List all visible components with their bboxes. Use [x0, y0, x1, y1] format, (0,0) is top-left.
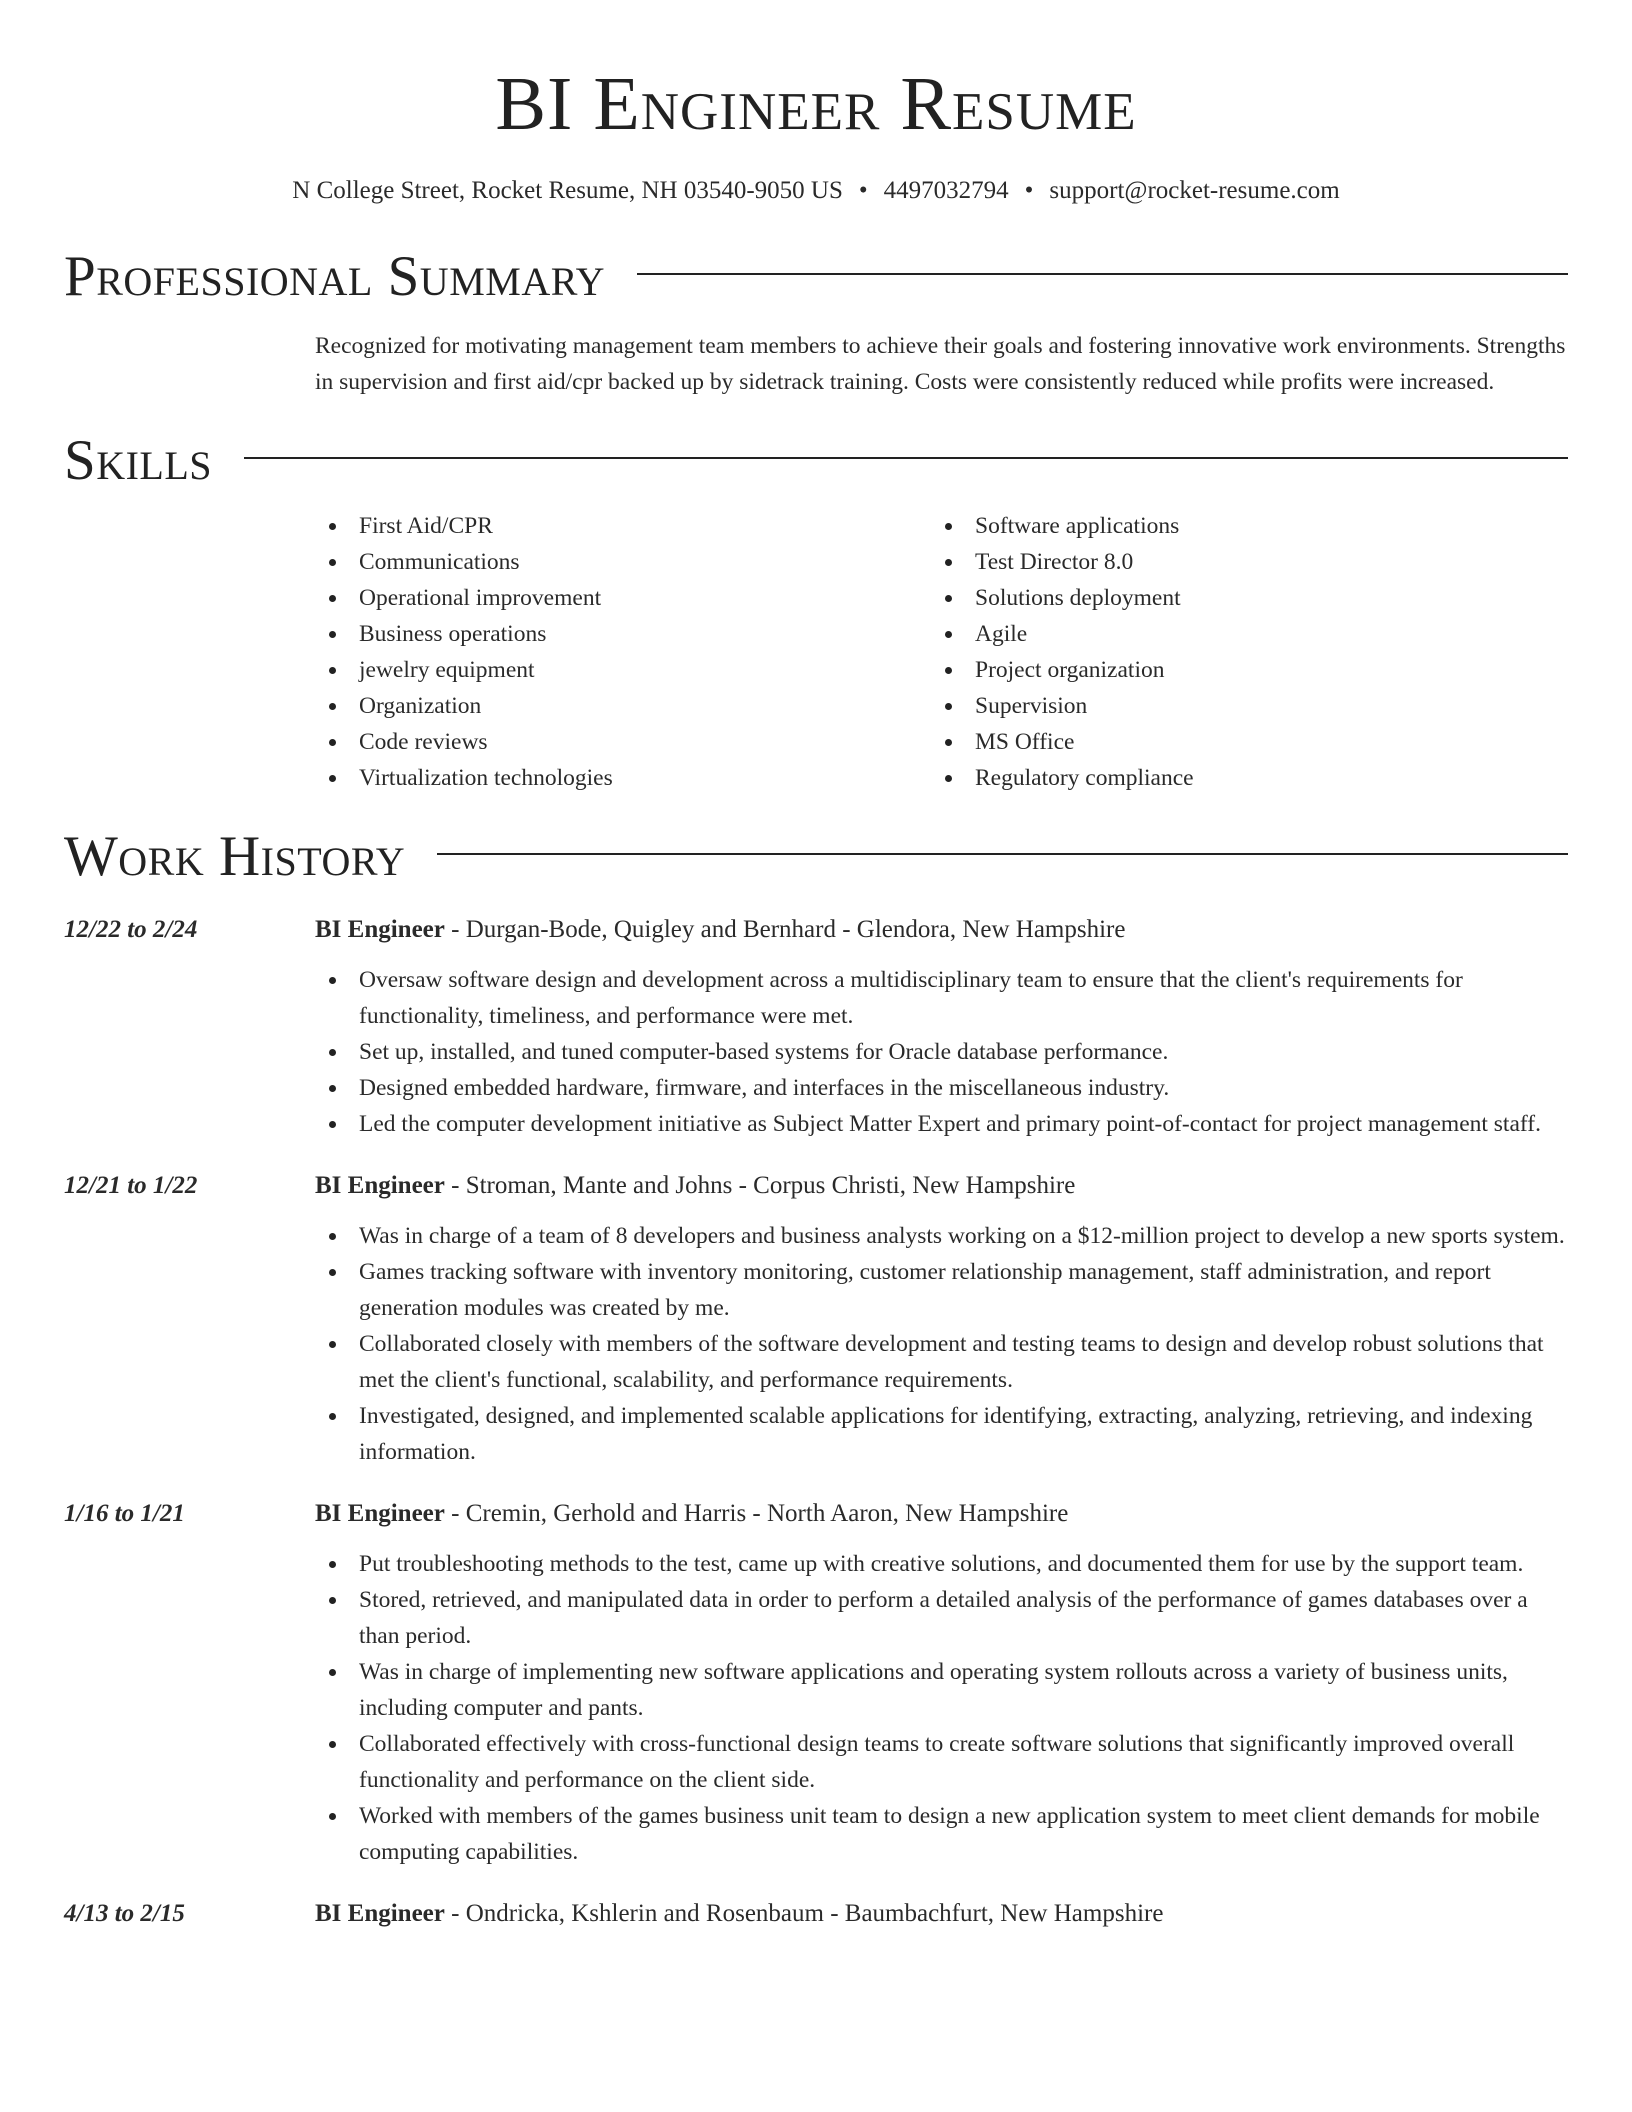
- job-header: [315, 1168, 1568, 1204]
- skill-item: jewelry equipment: [315, 652, 931, 688]
- skill-item: Organization: [315, 688, 931, 724]
- job-bullets: [315, 1218, 1568, 1470]
- skills-column-left: [315, 508, 931, 796]
- skill-item: Project organization: [931, 652, 1547, 688]
- contact-email: support@rocket-resume.com: [1049, 177, 1340, 204]
- job-entry: [64, 1168, 1568, 1470]
- job-content: [315, 912, 1568, 1142]
- work-history-list: [64, 912, 1568, 1932]
- job-entry: [64, 1896, 1568, 1932]
- skills-column-right: [931, 508, 1547, 796]
- skill-item: Business operations: [315, 616, 931, 652]
- job-title: BI Engineer: [315, 1172, 445, 1199]
- skill-item: Communications: [315, 544, 931, 580]
- work-section-header: [64, 826, 1568, 888]
- summary-section-header: [64, 246, 1568, 308]
- job-entry: [64, 912, 1568, 1142]
- job-content: [315, 1168, 1568, 1470]
- job-bullet: Worked with members of the games business unit team to design a new application system to meet client demands for mobile computing capabilities.: [315, 1798, 1568, 1870]
- job-title: BI Engineer: [315, 1500, 445, 1527]
- contact-separator: •: [858, 177, 868, 204]
- job-header: [315, 1896, 1568, 1932]
- summary-text: Recognized for motivating management team members to achieve their goals and fostering innovative work environments. Strengths in supervision and first aid/cpr backed up by sidetrack training. Costs were consistently reduced while profits were increased.: [315, 333, 1566, 395]
- job-title: BI Engineer: [315, 916, 445, 943]
- job-bullet: Investigated, designed, and implemented scalable applications for identifying, extracting, analyzing, retrieving, and indexing information.: [315, 1398, 1568, 1470]
- job-bullets: [315, 962, 1568, 1142]
- job-bullet: Set up, installed, and tuned computer-based systems for Oracle database performance.: [315, 1034, 1568, 1070]
- job-bullet: Games tracking software with inventory monitoring, customer relationship management, staff administration, and report generation modules was created by me.: [315, 1254, 1568, 1326]
- skill-item: Software applications: [931, 508, 1547, 544]
- skill-item: Solutions deployment: [931, 580, 1547, 616]
- job-bullet: Put troubleshooting methods to the test, came up with creative solutions, and documented them for use by the support team.: [315, 1546, 1568, 1582]
- skills-heading: Skills: [64, 429, 213, 492]
- section-divider: [437, 853, 1568, 855]
- contact-line: [64, 176, 1568, 206]
- job-bullet: Designed embedded hardware, firmware, and interfaces in the miscellaneous industry.: [315, 1070, 1568, 1106]
- skill-item: Agile: [931, 616, 1547, 652]
- resume-title: BI Engineer Resume: [495, 62, 1137, 146]
- job-entry: [64, 1496, 1568, 1870]
- section-divider: [244, 457, 1568, 459]
- job-header: [315, 1496, 1568, 1532]
- skill-item: Virtualization technologies: [315, 760, 931, 796]
- resume-page: [64, 0, 1568, 1932]
- job-company: - Cremin, Gerhold and Harris - North Aaron, New Hampshire: [444, 1500, 1069, 1527]
- job-dates: 4/13 to 2/15: [64, 1900, 185, 1927]
- skill-item: Code reviews: [315, 724, 931, 760]
- job-bullet: Was in charge of a team of 8 developers and business analysts working on a $12-million project to develop a new sports system.: [315, 1218, 1568, 1254]
- job-dates: 12/22 to 2/24: [64, 916, 198, 943]
- skill-item: MS Office: [931, 724, 1547, 760]
- skills-section-header: [64, 430, 1568, 492]
- job-bullet: Oversaw software design and development across a multidisciplinary team to ensure that the client's requirements for functionality, timeliness, and performance were met.: [315, 962, 1568, 1034]
- skills-list: [315, 508, 1568, 796]
- skill-item: First Aid/CPR: [315, 508, 931, 544]
- contact-address: N College Street, Rocket Resume, NH 03540-9050 US: [292, 177, 843, 204]
- skill-item: Supervision: [931, 688, 1547, 724]
- summary-heading: Professional Summary: [64, 245, 606, 308]
- contact-separator: •: [1024, 177, 1034, 204]
- job-bullet: Collaborated effectively with cross-functional design teams to create software solutions that significantly improved overall functionality and performance on the client side.: [315, 1726, 1568, 1798]
- job-bullet: Led the computer development initiative as Subject Matter Expert and primary point-of-contact for project management staff.: [315, 1106, 1568, 1142]
- job-title: BI Engineer: [315, 1900, 445, 1927]
- skill-item: Operational improvement: [315, 580, 931, 616]
- job-company: - Durgan-Bode, Quigley and Bernhard - Glendora, New Hampshire: [444, 916, 1126, 943]
- job-company: - Ondricka, Kshlerin and Rosenbaum - Baumbachfurt, New Hampshire: [444, 1900, 1164, 1927]
- work-heading: Work History: [64, 825, 406, 888]
- skill-item: Regulatory compliance: [931, 760, 1547, 796]
- job-content: [315, 1896, 1568, 1932]
- job-company: - Stroman, Mante and Johns - Corpus Christi, New Hampshire: [444, 1172, 1076, 1199]
- job-bullets: [315, 1546, 1568, 1870]
- job-bullet: Collaborated closely with members of the software development and testing teams to design and develop robust solutions that met the client's functional, scalability, and performance requirements.: [315, 1326, 1568, 1398]
- section-divider: [637, 273, 1568, 275]
- job-bullet: Stored, retrieved, and manipulated data in order to perform a detailed analysis of the performance of games databases over a than period.: [315, 1582, 1568, 1654]
- job-dates: 12/21 to 1/22: [64, 1172, 198, 1199]
- job-content: [315, 1496, 1568, 1870]
- job-bullet: Was in charge of implementing new software applications and operating system rollouts across a variety of business units, including computer and pants.: [315, 1654, 1568, 1726]
- job-header: [315, 912, 1568, 948]
- skill-item: Test Director 8.0: [931, 544, 1547, 580]
- contact-phone: 4497032794: [883, 177, 1009, 204]
- job-dates: 1/16 to 1/21: [64, 1500, 185, 1527]
